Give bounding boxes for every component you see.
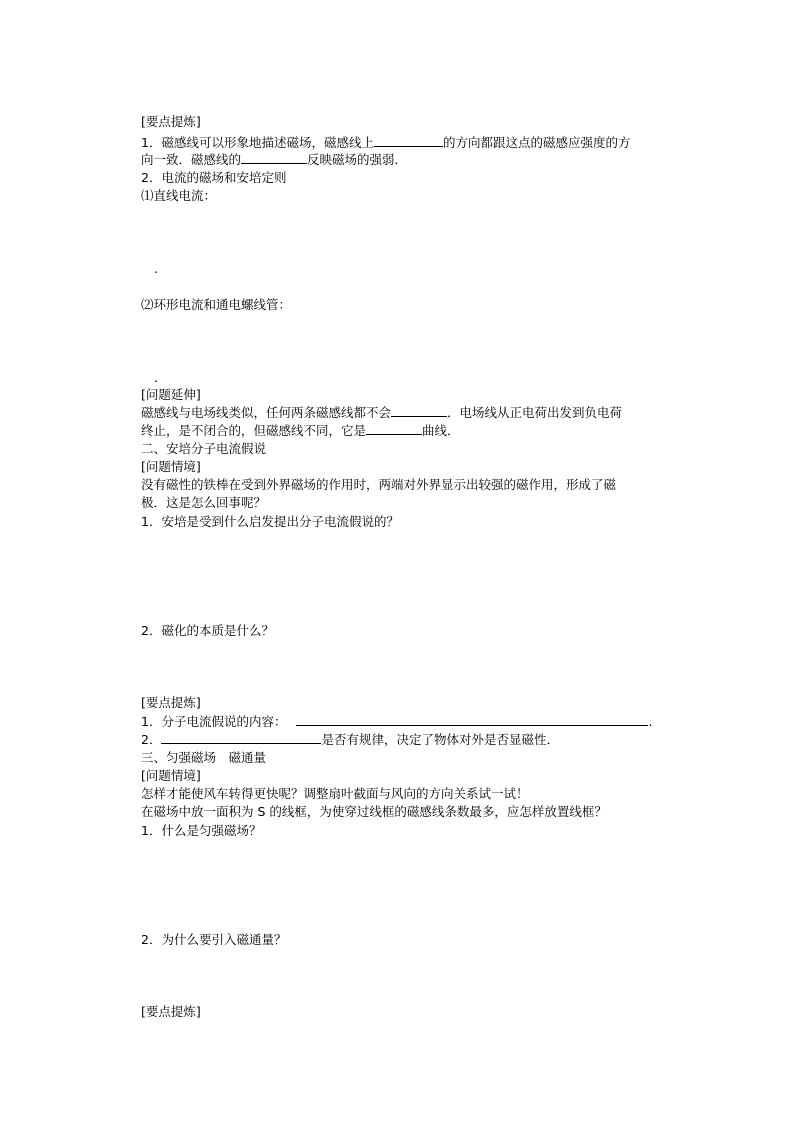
section-heading: [问题延伸] (141, 387, 201, 402)
text-span: ．电场线从正电荷出发到负电荷 (447, 405, 623, 420)
text-span: 终止，是不闭合的，但磁感线不同，它是 (141, 423, 367, 438)
question: 2．磁化的本质是什么？ (141, 623, 274, 638)
paragraph-line (141, 422, 460, 439)
section-title: 二、安培分子电流假说 (141, 441, 267, 456)
period-mark: . (154, 261, 158, 276)
paragraph-line: 在磁场中放一面积为 S 的线框，为使穿过线框的磁感线条数最多，应怎样放置线框？ (141, 804, 607, 819)
text-span: 曲线． (422, 423, 460, 438)
fill-blank[interactable] (296, 713, 648, 726)
section-heading: [问题情境] (141, 768, 201, 783)
paragraph-line (141, 713, 652, 730)
text-span: 磁感线与电场线类似，任何两条磁感线都不会 (141, 405, 392, 420)
text-span: 1．磁感线可以形象地描述磁场，磁感线上 (141, 135, 374, 150)
fill-blank[interactable] (366, 422, 422, 435)
text-span: 2． (141, 732, 162, 747)
section-heading: [问题情境] (141, 459, 201, 474)
paragraph-line: 怎样才能使风车转得更快呢？调整扇叶截面与风向的方向关系试一试！ (141, 786, 529, 801)
section-heading: [要点提炼] (141, 1004, 201, 1019)
question: 1．什么是匀强磁场？ (141, 823, 262, 838)
paragraph-line (141, 151, 407, 168)
text-span: . (648, 714, 653, 729)
paragraph-line: 极．这是怎么回事呢？ (141, 495, 267, 510)
question: 2．为什么要引入磁通量？ (141, 932, 287, 947)
text-span: 1．分子电流假说的内容： (141, 714, 287, 729)
question: 1．安培是受到什么启发提出分子电流假说的？ (141, 514, 399, 529)
fill-blank[interactable] (241, 151, 307, 164)
section-heading: [要点提炼] (141, 695, 201, 710)
text-span: 是否有规律，决定了物体对外是否显磁性． (321, 732, 559, 747)
paragraph-line: 2．电流的磁场和安培定则 (141, 170, 287, 185)
paragraph-line: ⑴直线电流： (141, 188, 217, 203)
paragraph-line (141, 731, 559, 748)
fill-blank[interactable] (391, 404, 447, 417)
paragraph-line (141, 404, 622, 421)
period-mark: . (154, 370, 158, 385)
section-title: 三、匀强磁场 磁通量 (141, 750, 267, 765)
text-span: 向一致．磁感线的 (141, 152, 242, 167)
paragraph-line (141, 134, 630, 151)
text-span: 反映磁场的强弱． (307, 152, 408, 167)
text-span: 的方向都跟这点的磁感应强度的方 (442, 135, 631, 150)
paragraph-line: 没有磁性的铁棒在受到外界磁场的作用时，两端对外界显示出较强的磁作用，形成了磁 (141, 477, 617, 492)
fill-blank[interactable] (374, 134, 443, 147)
fill-blank[interactable] (161, 731, 321, 744)
section-heading: [要点提炼] (141, 114, 201, 129)
paragraph-line: ⑵环形电流和通电螺线管： (141, 297, 292, 312)
